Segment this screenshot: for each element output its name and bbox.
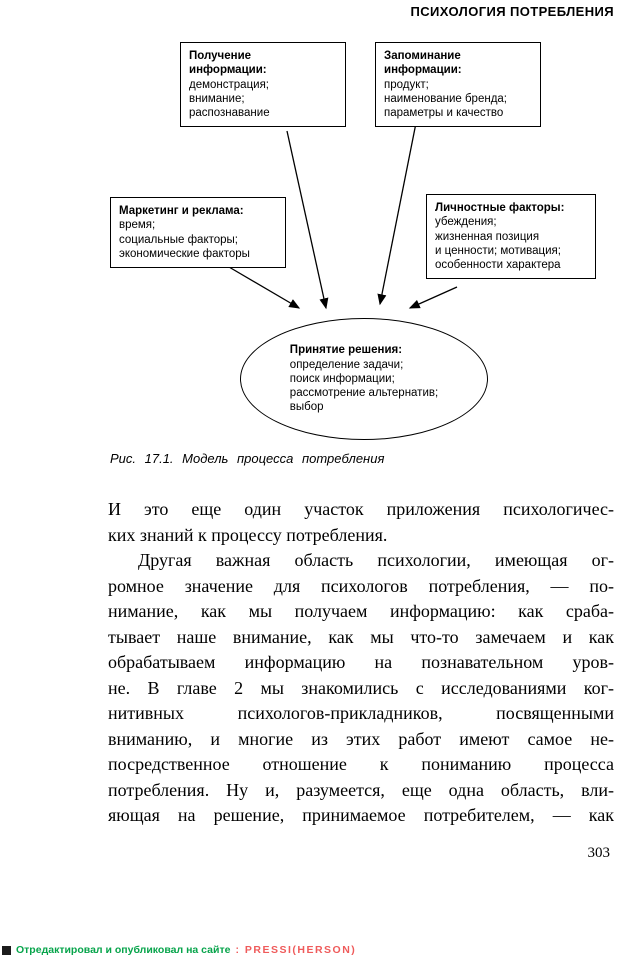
box-line: время; xyxy=(119,219,156,232)
box-line: распознавание xyxy=(189,107,270,120)
body-text xyxy=(108,497,614,829)
text-line: И это еще один участок приложения психологичес- xyxy=(108,499,614,519)
running-head: ПСИХОЛОГИЯ ПОТРЕБЛЕНИЯ xyxy=(410,4,614,19)
consumption-model-diagram xyxy=(0,0,620,460)
ellipse-line: рассмотрение альтернатив; xyxy=(289,387,439,400)
text-line: Другая важная область психологии, имеющая ог- xyxy=(138,550,614,570)
text-line: нитивных психологов-прикладников, посвященными xyxy=(108,703,614,723)
box-line: параметры и качество xyxy=(384,107,504,120)
text-line: вниманию, и многие из этих работ имеют самое не- xyxy=(108,728,614,749)
watermark-site: : PRESSI(HERSON) xyxy=(235,944,357,956)
ellipse-line: выбор xyxy=(289,401,324,414)
page-number: 303 xyxy=(587,845,610,861)
figure-caption: Рис. 17.1. Модель процесса потребления xyxy=(110,451,385,466)
box-line: социальные факторы; xyxy=(119,233,238,246)
text-line: не. В главе 2 мы знакомились с исследованиями ког- xyxy=(108,677,614,698)
text-line: тывает наше внимание, как мы что-то замечаем и как xyxy=(108,626,614,647)
text-line: яющая на решение, принимаемое потребителем, — как xyxy=(108,805,614,825)
box-line: наименование бренда; xyxy=(384,92,507,105)
box-line: жизненная позиция xyxy=(435,230,540,243)
box-title: Запоминание информации: xyxy=(384,50,462,77)
footer-square-icon xyxy=(2,946,11,955)
footer-watermark xyxy=(2,944,356,956)
box-title: Маркетинг и реклама: xyxy=(119,205,244,217)
text-line: обрабатываем информацию на познавательном уров- xyxy=(108,652,614,672)
box-line: особенности характера xyxy=(435,259,561,272)
box-line: экономические факторы xyxy=(119,247,250,260)
box-line: демонстрация; xyxy=(189,78,270,91)
diagram-box-marketing-advertising xyxy=(110,197,286,268)
text-line: нимание, как мы получаем информацию: как сраба- xyxy=(108,601,614,621)
box-line: и ценности; мотивация; xyxy=(435,244,561,257)
box-title: Личностные факторы: xyxy=(435,202,565,214)
box-title: Получение информации: xyxy=(189,50,267,77)
ellipse-line: определение задачи; xyxy=(289,358,404,371)
box-line: убеждения; xyxy=(435,216,497,229)
text-line: потребления. Ну и, разумеется, еще одна область, вли- xyxy=(108,779,614,800)
diagram-box-obtaining-information xyxy=(180,42,346,127)
watermark-text: Отредактировал и опубликовал на сайте xyxy=(16,944,231,956)
text-line: посредственное отношение к пониманию процесса xyxy=(108,754,614,774)
diagram-ellipse-decision-making xyxy=(240,318,488,440)
ellipse-line: поиск информации; xyxy=(289,372,395,385)
ellipse-content xyxy=(290,343,438,414)
text-line: ких знаний к процессу потребления. xyxy=(108,524,388,545)
box-line: внимание; xyxy=(189,92,245,105)
box-line: продукт; xyxy=(384,78,429,91)
diagram-box-personal-factors xyxy=(426,194,596,279)
text-line: ромное значение для психологов потребления, — по- xyxy=(108,575,614,596)
diagram-box-memorizing-information xyxy=(375,42,541,127)
ellipse-title: Принятие решения: xyxy=(289,344,403,357)
